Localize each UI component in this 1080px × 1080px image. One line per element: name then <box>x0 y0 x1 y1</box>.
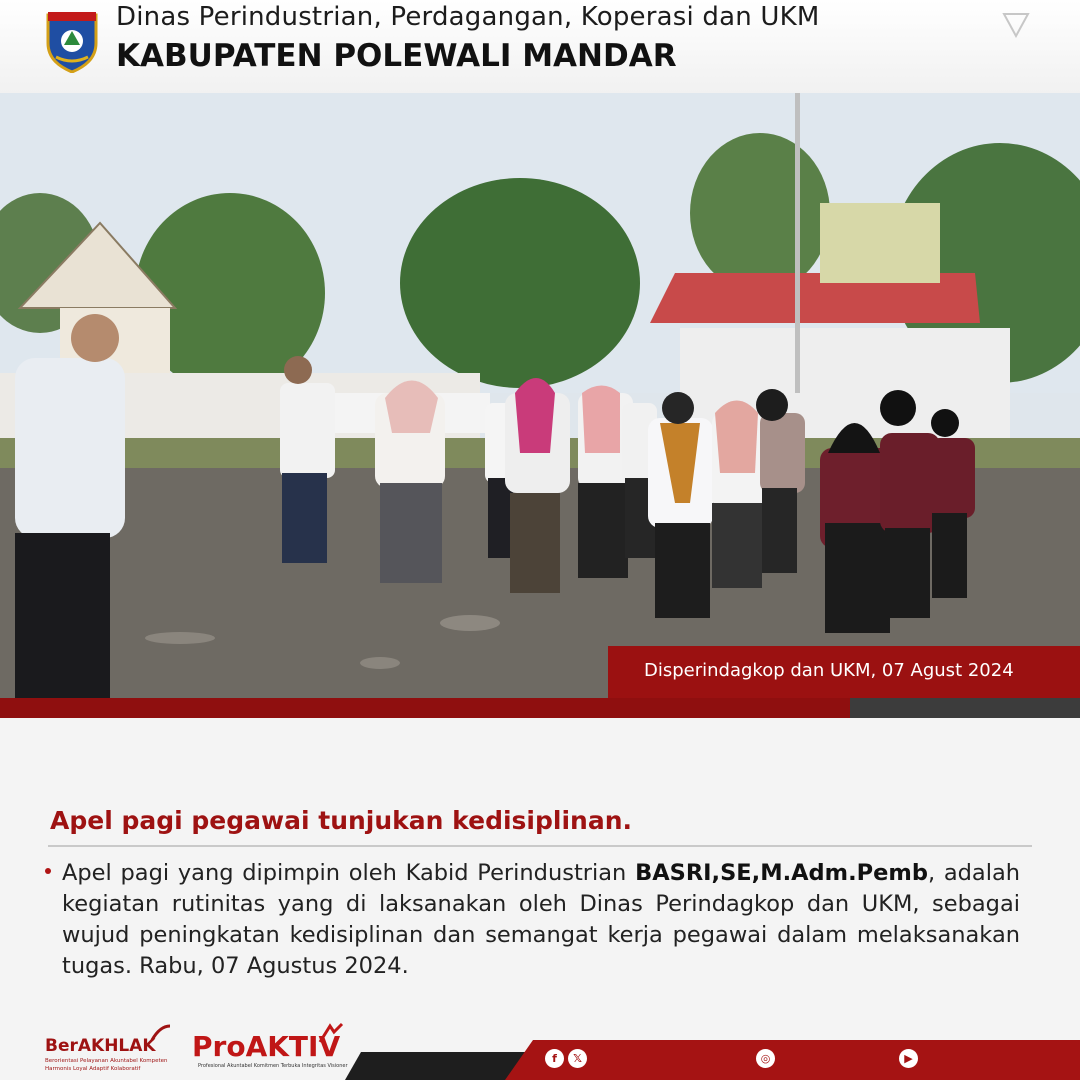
regency-name: KABUPATEN POLEWALI MANDAR <box>116 38 677 74</box>
photo-caption-box <box>608 646 1080 698</box>
proaktiv-logo-text: ProAKTIV <box>192 1030 341 1063</box>
berakhlak-tagline: Berorientasi Pelayanan Akuntabel Kompeten Harmonis Loyal Adaptif Kolaboratif <box>45 1058 168 1072</box>
facebook-icon[interactable]: f <box>545 1049 564 1068</box>
body-text-after: , adalah kegiatan rutinitas yang di laksanakan oleh Dinas Perindagkop dan UKM, sebagai wujud peningkatan kedisiplinan dan semangat kerja pegawai dalam melaksanakan tugas. Rabu, 07 Agustus 2024. <box>62 860 1021 979</box>
proaktiv-mark-icon <box>318 1022 344 1044</box>
photo-caption: Disperindagkop dan UKM, 07 Agust 2024 <box>644 660 1014 681</box>
footer-red-band <box>505 1040 1080 1080</box>
instagram-icon[interactable]: ◎ <box>756 1049 775 1068</box>
title-divider <box>48 845 1032 847</box>
berakhlak-logo-text: BerAKHLAK <box>45 1036 156 1056</box>
event-photo <box>0 93 1080 698</box>
triangle-down-icon <box>1002 12 1030 38</box>
divider-dark-band <box>850 698 1080 718</box>
x-icon[interactable]: 𝕏 <box>568 1049 587 1068</box>
proaktiv-tagline: Profesional Akuntabel Komitmen Terbuka Integritas Visioner <box>198 1063 348 1069</box>
agency-name: Dinas Perindustrian, Perdagangan, Koperasi dan UKM <box>116 2 820 32</box>
event-photo-illustration <box>0 93 1080 698</box>
page-header <box>0 0 1080 93</box>
body-text-before: Apel pagi yang dipimpin oleh Kabid Perindustrian <box>62 860 636 886</box>
bullet-icon <box>45 868 51 874</box>
article-body <box>62 858 1020 982</box>
polewali-mandar-emblem-icon <box>44 9 100 73</box>
berakhlak-swoosh-icon <box>150 1024 172 1042</box>
divider-red-band <box>0 698 850 718</box>
leader-name: BASRI,SE,M.Adm.Pemb <box>635 860 928 886</box>
youtube-icon[interactable]: ▶ <box>899 1049 918 1068</box>
article-title: Apel pagi pegawai tunjukan kedisiplinan. <box>50 806 632 835</box>
